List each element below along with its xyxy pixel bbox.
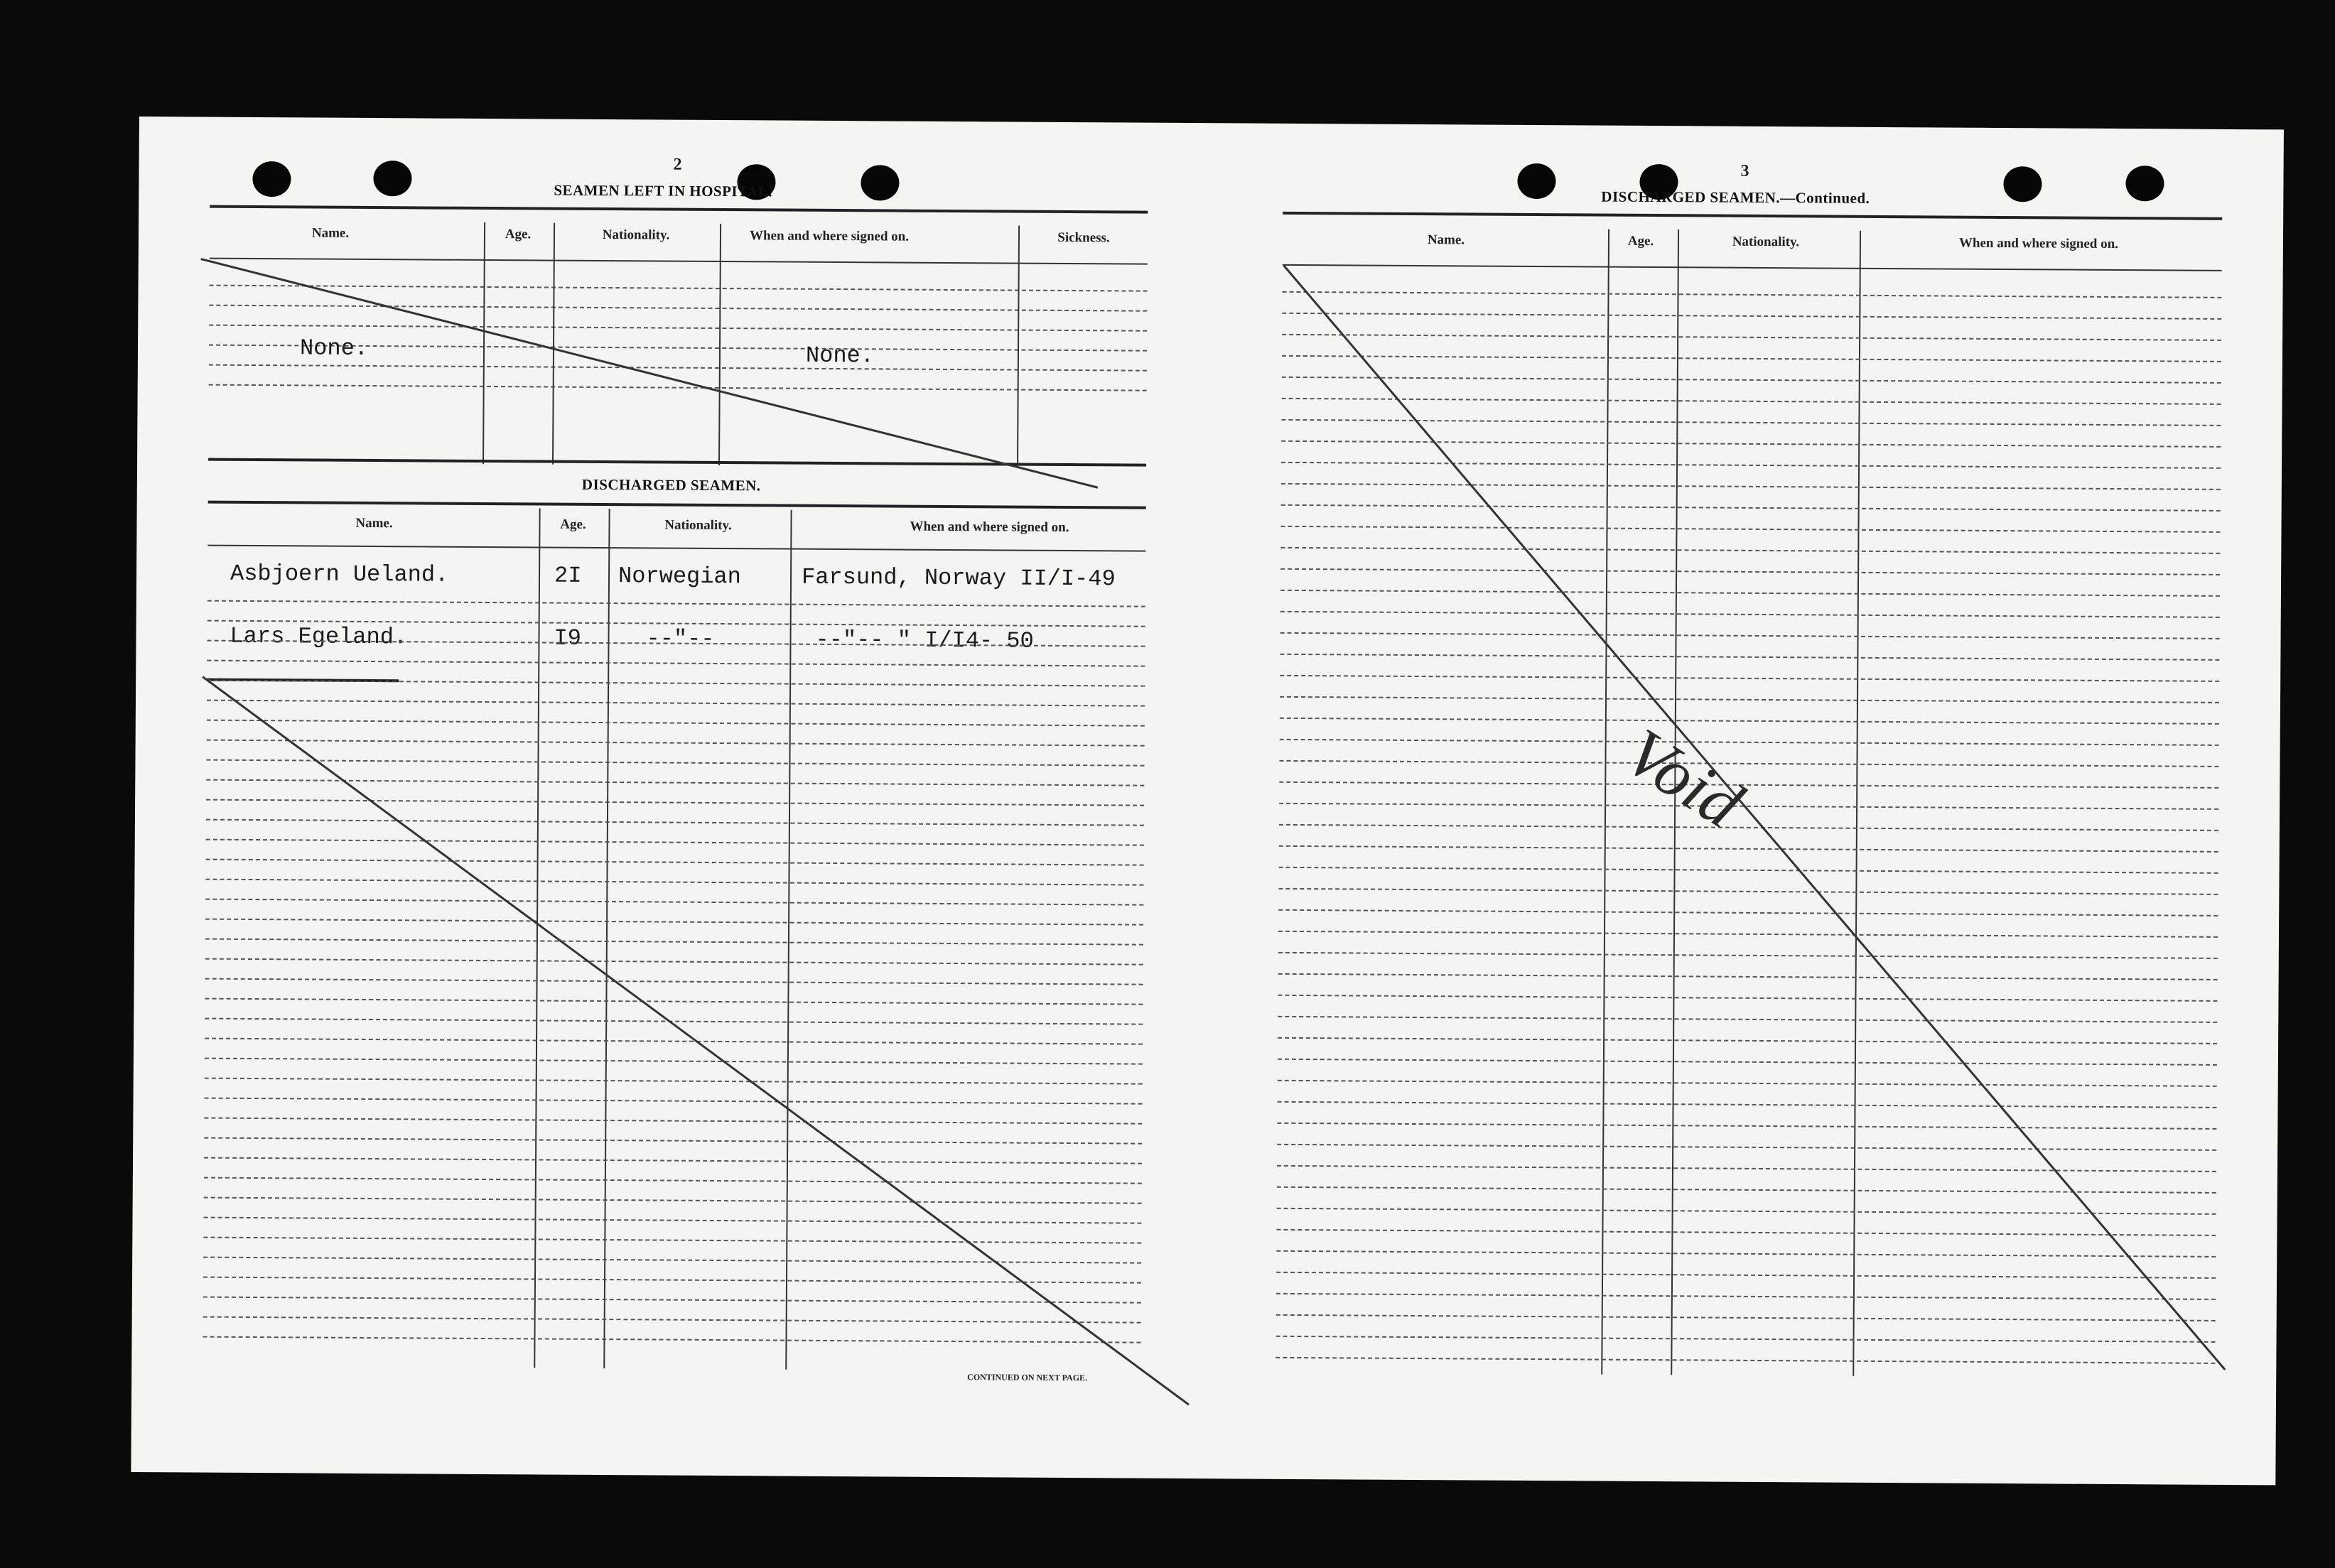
page-number: 3	[1740, 161, 1749, 180]
col-header-name: Name.	[355, 515, 393, 531]
col-header-nationality: Nationality.	[664, 517, 732, 534]
row-age: I9	[554, 625, 582, 651]
col-header-age: Age.	[560, 517, 586, 532]
col-header-age: Age.	[1627, 233, 1654, 249]
row-age: 2I	[554, 562, 582, 589]
row-signed-on: Farsund, Norway II/I-49	[801, 563, 1116, 593]
strike-line	[1277, 266, 2231, 1370]
row-signed-on: --"-- " I/I4- 50	[815, 626, 1034, 654]
row-name: Asbjoern Ueland.	[230, 560, 449, 588]
strike-line	[200, 259, 1099, 488]
void-annotation: Void	[1612, 713, 1756, 843]
col-header-sickness: Sickness.	[1057, 229, 1110, 246]
continued-note: CONTINUED ON NEXT PAGE.	[967, 1372, 1088, 1383]
page-number: 2	[673, 155, 682, 174]
col-header-name: Name.	[311, 225, 350, 241]
col-header-age: Age.	[505, 227, 532, 242]
col-header-signed-on: When and where signed on.	[1958, 235, 2119, 252]
row-nationality: --"--	[646, 625, 715, 652]
section-title-hospital: SEAMEN LEFT IN HOSPITAL.	[554, 181, 773, 200]
strike-overlay	[131, 117, 2284, 1485]
strike-line	[198, 677, 1193, 1405]
section-title-discharged: DISCHARGED SEAMEN.	[581, 475, 761, 494]
col-header-nationality: Nationality.	[602, 227, 670, 243]
row-nationality: Norwegian	[618, 563, 742, 590]
row-name: Lars Egeland.	[230, 622, 408, 651]
col-header-signed-on: When and where signed on.	[749, 228, 910, 244]
entry-none-name: None.	[299, 335, 369, 362]
entry-none-signed-on: None.	[805, 342, 875, 369]
col-header-signed-on: When and where signed on.	[910, 519, 1069, 536]
document-sheet	[131, 117, 2284, 1485]
col-header-name: Name.	[1427, 232, 1465, 248]
section-title-discharged-continued: DISCHARGED SEAMEN.—Continued.	[1601, 188, 1870, 207]
col-header-nationality: Nationality.	[1732, 234, 1800, 250]
